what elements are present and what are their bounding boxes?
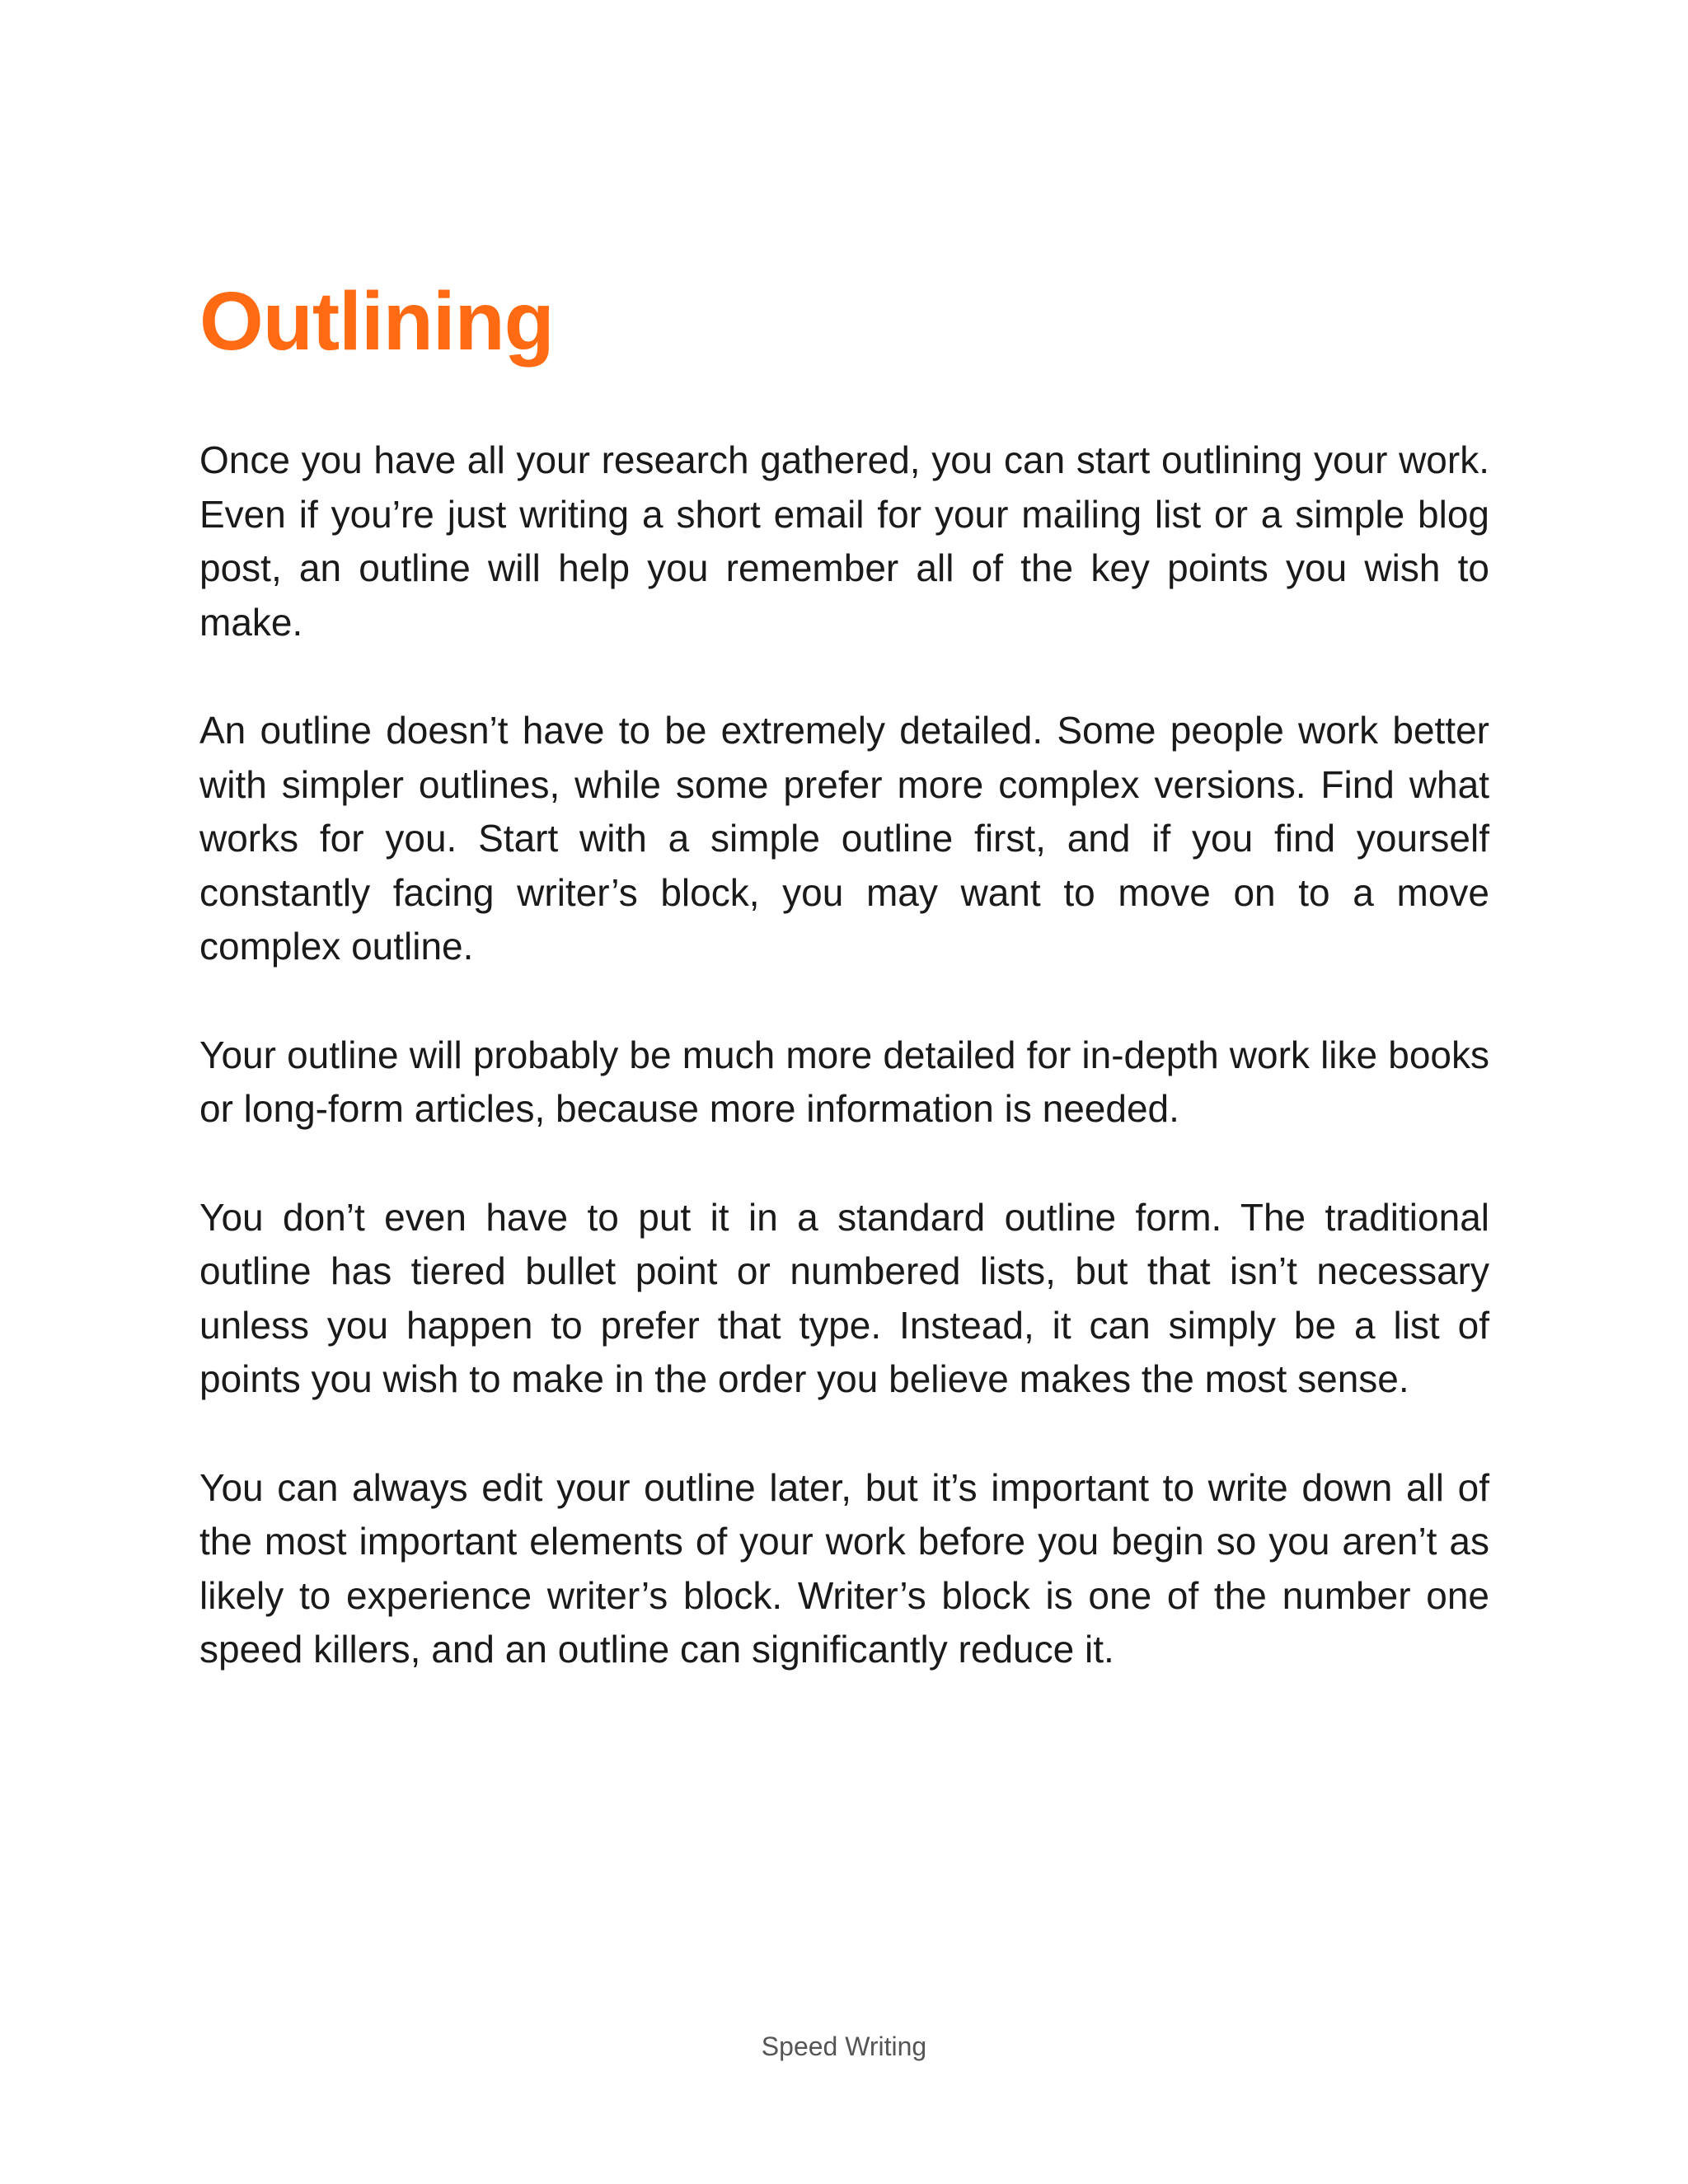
page-title: Outlining	[199, 275, 554, 368]
page-footer: Speed Writing	[761, 2032, 927, 2061]
paragraph-4: You don’t even have to put it in a standard outline form. The traditional outline has tiered bullet point or numbered lists, but that isn’t necessary unless you happen to prefer that type. Instead, it can simply be a list of points you wish to make in the order you believe makes the most sense.	[199, 1195, 1489, 1400]
page-content	[199, 272, 1489, 1677]
paragraph-1: Once you have all your research gathered, you can start outlining your work. Even if you’re just writing a short email for your mailing list or a simple blog post, an outline will help you remember all of the key points you wish to make.	[199, 438, 1489, 644]
body-text	[199, 434, 1489, 1677]
paragraph-3: Your outline will probably be much more detailed for in-depth work like books or long-form articles, because more information is needed.	[199, 1033, 1489, 1130]
paragraph-5: You can always edit your outline later, but it’s important to write down all of the most important elements of your work before you begin so you aren’t as likely to experience writer’s block. Writer’s block is one of the number one speed killers, and an outline can significantly reduce it.	[199, 1465, 1489, 1671]
paragraph-2: An outline doesn’t have to be extremely detailed. Some people work better with simpler outlines, while some prefer more complex versions. Find what works for you. Start with a simple outline first, and if you find yourself constantly facing writer’s block, you may want to move on to a move complex outline.	[199, 709, 1489, 968]
